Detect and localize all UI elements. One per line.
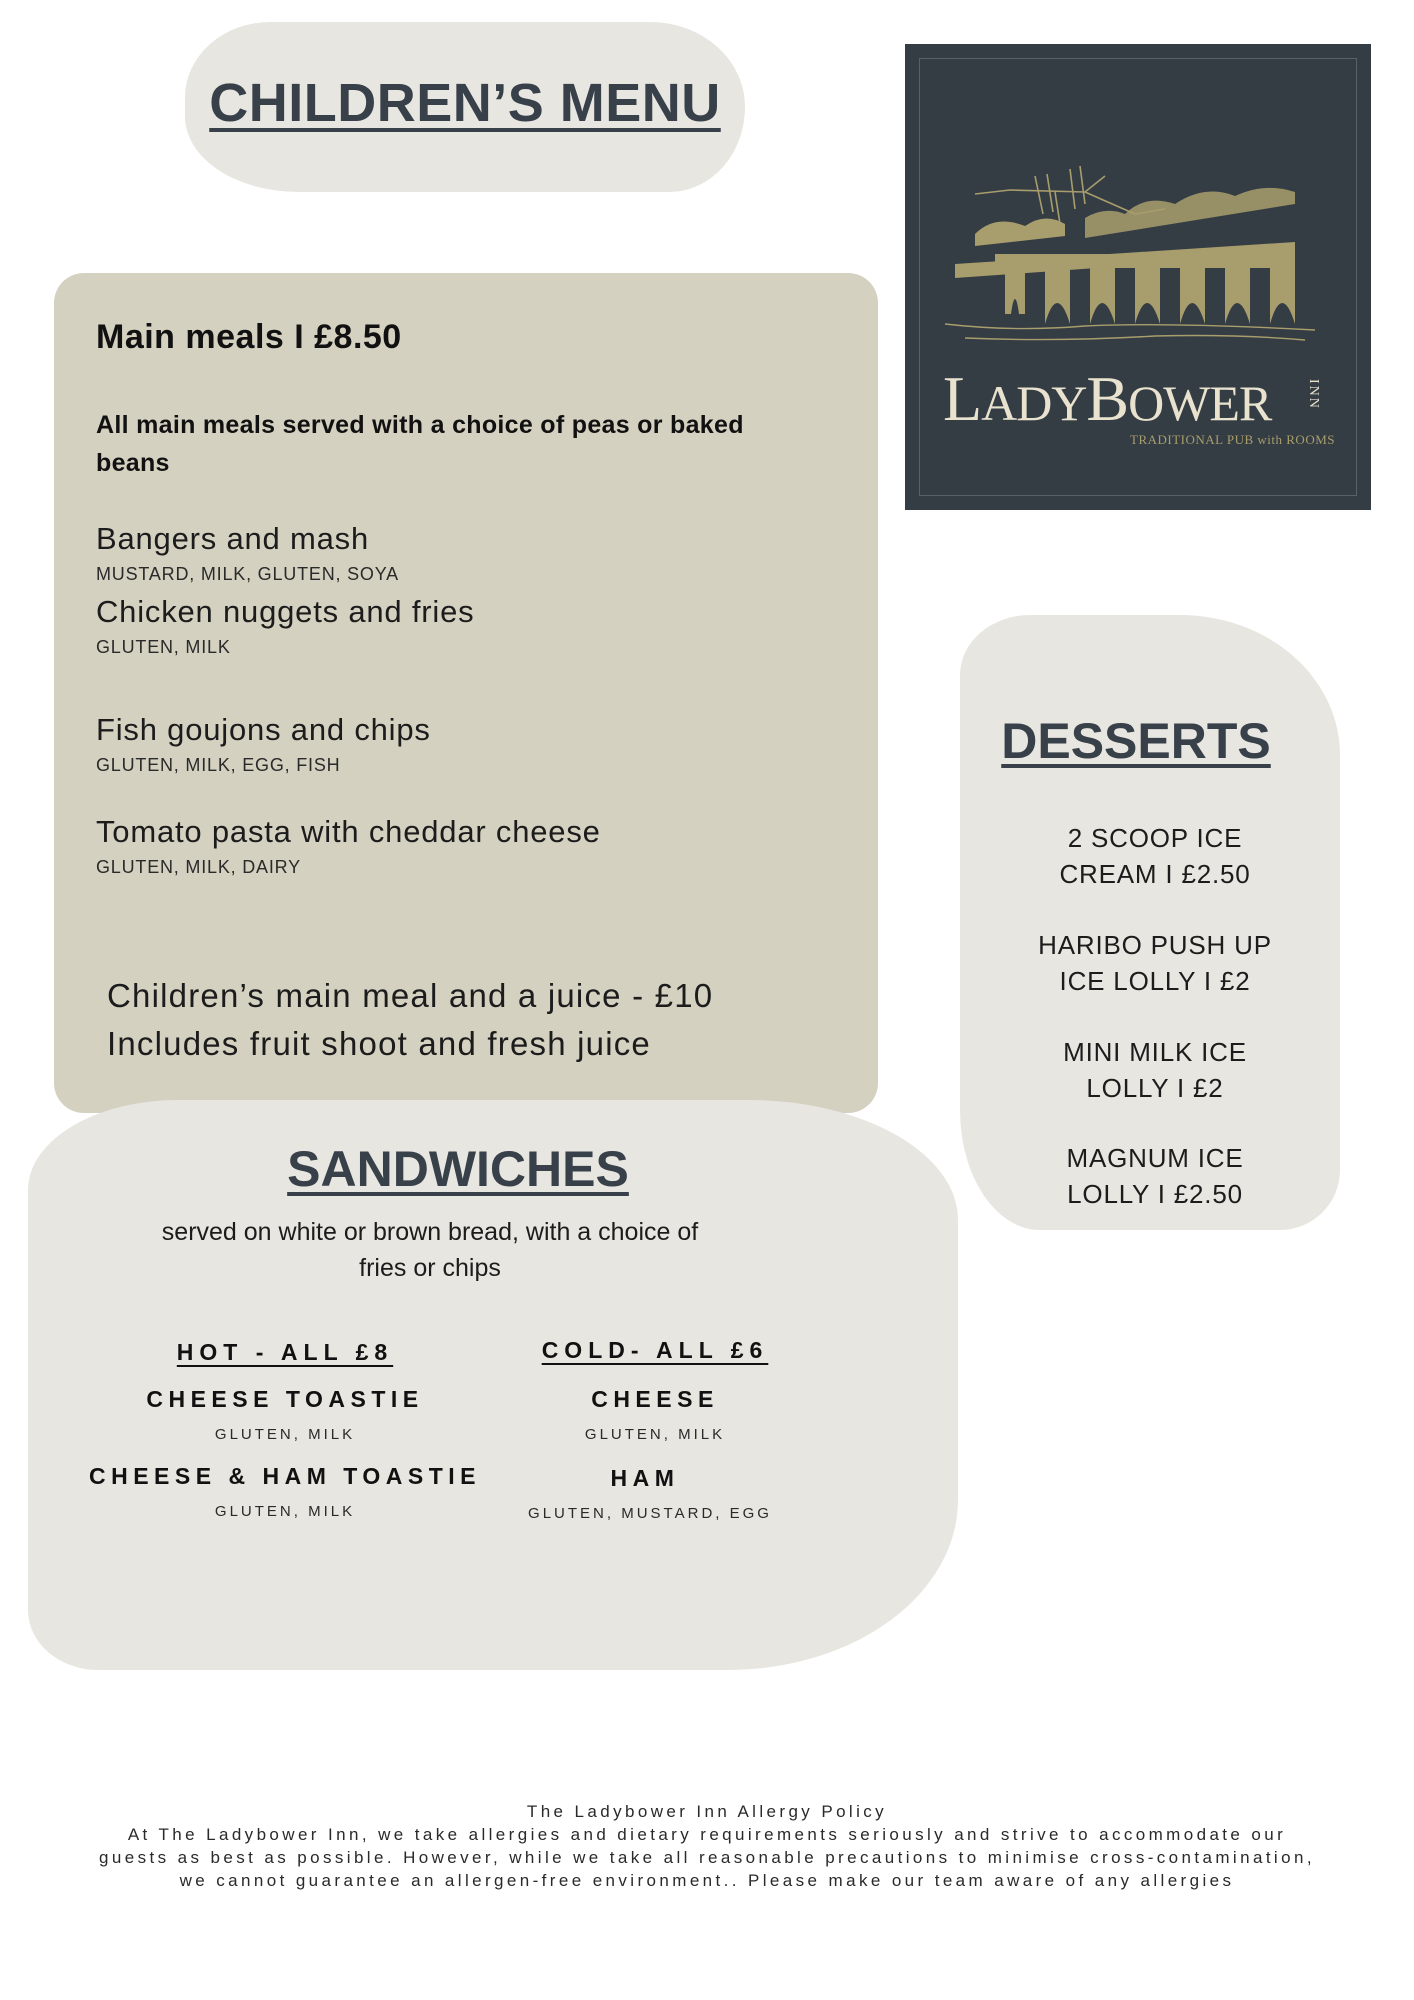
sandwich-allergens: GLUTEN, MUSTARD, EGG <box>528 1505 772 1522</box>
dessert-line: LOLLY I £2 <box>1086 1073 1224 1103</box>
dessert-line: ICE LOLLY I £2 <box>1059 966 1251 996</box>
dish-name: Chicken nuggets and fries <box>96 594 475 629</box>
sandwiches-title: SANDWICHES <box>287 1141 629 1197</box>
policy-line: guests as best as possible. However, while we take all reasonable precautions to minimise cross-contamination, <box>99 1848 1315 1867</box>
dish-name: Bangers and mash <box>96 521 370 556</box>
logo-inn-text: INN <box>1306 379 1321 410</box>
note-line: fries or chips <box>359 1254 501 1282</box>
dish-item <box>96 711 836 776</box>
meal-deal-offer <box>107 972 847 1068</box>
page-title: CHILDREN’S MENU <box>209 73 721 133</box>
dish-name: Tomato pasta with cheddar cheese <box>96 814 601 849</box>
dish-allergens: GLUTEN, MILK, DAIRY <box>96 857 301 877</box>
desserts-background <box>960 615 1340 1230</box>
dish-item <box>96 593 836 658</box>
bridge-illustration-icon <box>935 154 1345 374</box>
policy-line: At The Ladybower Inn, we take allergies and dietary requirements seriously and strive to accommodate our <box>127 1825 1287 1844</box>
dish-item <box>96 520 836 585</box>
cold-sandwiches-heading: COLD- ALL £6 <box>541 1337 769 1363</box>
offer-line: Includes fruit shoot and fresh juice <box>107 1025 651 1062</box>
sandwich-name: CHEESE TOASTIE <box>146 1386 424 1412</box>
logo-tagline: TRADITIONAL PUB with ROOMS <box>1130 432 1335 447</box>
sandwich-name: HAM <box>610 1465 680 1491</box>
dessert-line: LOLLY I £2.50 <box>1067 1179 1243 1209</box>
desserts-title: DESSERTS <box>1001 713 1271 769</box>
sandwiches-note <box>110 1214 750 1286</box>
dessert-line: CREAM I £2.50 <box>1059 859 1251 889</box>
policy-line: we cannot guarantee an allergen-free environment.. Please make our team aware of any allergies <box>179 1871 1235 1890</box>
dessert-line: 2 SCOOP ICE <box>1067 823 1243 853</box>
dish-name: Fish goujons and chips <box>96 712 431 747</box>
allergy-policy <box>20 1800 1394 1892</box>
sandwich-name: CHEESE <box>591 1386 719 1412</box>
dessert-item <box>1010 927 1300 999</box>
sandwich-allergens: GLUTEN, MILK <box>584 1426 726 1443</box>
dessert-item <box>1010 1140 1300 1212</box>
hot-sandwiches-heading: HOT - ALL £8 <box>176 1339 394 1365</box>
dessert-line: HARIBO PUSH UP <box>1038 930 1272 960</box>
dessert-item <box>1010 1034 1300 1106</box>
sandwich-allergens: GLUTEN, MILK <box>214 1426 356 1443</box>
main-meals-heading: Main meals I £8.50 <box>96 318 402 356</box>
offer-line: Children’s main meal and a juice - £10 <box>107 977 714 1014</box>
ladybower-logo <box>905 44 1371 510</box>
main-meals-note: All main meals served with a choice of peas or baked beans <box>96 411 744 477</box>
dish-allergens: MUSTARD, MILK, GLUTEN, SOYA <box>96 564 399 584</box>
dessert-line: MINI MILK ICE <box>1063 1037 1247 1067</box>
logo-wordmark: LADYBOWER <box>943 363 1272 434</box>
dessert-item <box>1010 820 1300 892</box>
dish-item <box>96 813 836 878</box>
sandwich-name: CHEESE & HAM TOASTIE <box>89 1463 481 1489</box>
dish-allergens: GLUTEN, MILK <box>96 637 231 657</box>
policy-title: The Ladybower Inn Allergy Policy <box>526 1802 888 1821</box>
sandwich-allergens: GLUTEN, MILK <box>214 1503 356 1520</box>
note-line: served on white or brown bread, with a choice of <box>161 1218 699 1246</box>
dish-allergens: GLUTEN, MILK, EGG, FISH <box>96 755 341 775</box>
dessert-line: MAGNUM ICE <box>1066 1143 1244 1173</box>
